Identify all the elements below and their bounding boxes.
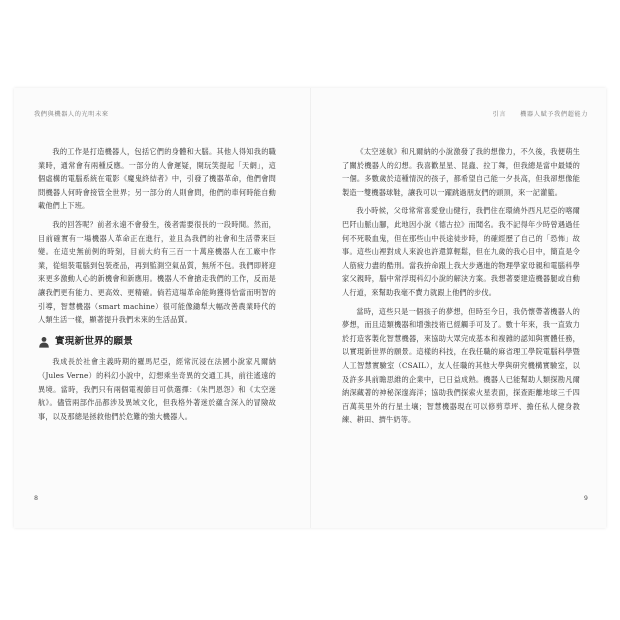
running-head-title: 機器人賦予我們超能力	[520, 111, 588, 118]
person-icon	[38, 336, 50, 348]
left-paragraph-2: 我的回答呢？前者永遠不會發生，後者需要很長的一段時間。然而，目前確實有一場機器人革命正在進行，並且為我們的社會和生活帶來巨變。在這史無前例的時刻，目前大約有三百一十萬座機器人在工廠中作業，從組裝電腦到包裝產品，再到監測空氣品質，無所不包。我們即將迎來更多激動人心的新機會和新應用。機器人不會搶走我們的工作，反而是讓我們更有能力、更高效、更精確。倘若這場革命能夠獲得恰當而明智的引導，智慧機器（smart machine）很可能像鋤犁大幅改善農業時代的人類生活一樣，顯著提升我們未來的生活品質。	[38, 219, 276, 325]
right-paragraph-3: 當時，這些只是一個孩子的夢想，但時至今日，我仍懷帶著機器人的夢想，而且這類機器和增強技術已經觸手可及了。數十年來，我一直致力於打造客製化智慧機器，來協助大眾完成基本和複雜的認知與實體任務，以實現新世界的願景。這樣的科技，在我任職的麻省理工學院電腦科學暨人工智慧實驗室（CSAIL），友人任職的其他大學與研究機構實驗室，以及許多具前瞻思維的企業中，已日益成熟。機器人已能幫助人類探勘凡爾納深藏著的神秘深邃海洋；協助我們探索火星表面，探查距離地球三千四百萬英里外的行星土壤；智慧機器現在可以修剪草坪、擔任私人健身教練、耕田、擠牛奶等。	[342, 306, 580, 425]
right-paragraph-1: 《太空迷航》和凡爾納的小說激發了我的想像力，不久後，我便萌生了關於機器人的幻想。我喜歡星星、昆蟲、拉丁舞，但我總是當中最矮的一個。多數歲於這種情況的孩子，都希望自己能一夕長高，但我卻想像能製造一雙機器球鞋，讓我可以一躍跳過朋友們的頭頂，來一記灌籃。	[342, 147, 580, 197]
right-body-text	[342, 145, 580, 432]
running-head-part: 引言	[492, 111, 507, 118]
left-body-text	[38, 145, 276, 428]
right-running-head	[493, 109, 588, 118]
right-page	[310, 88, 606, 528]
left-running-head: 我們與機器人的光明未來	[34, 111, 109, 118]
book-spread	[14, 88, 606, 528]
section-heading	[38, 335, 276, 349]
section-heading-label: 實現新世界的願景	[55, 335, 133, 347]
right-paragraph-2: 我小時候，父母常常喜愛登山健行，我們住在環繞外西凡尼亞的喀爾巴阡山脈山腳，此地因小說《德古拉》而聞名。我不記得年少時曾遇過任何不死吸血鬼，但在那些山中長途徒步時，的確經歷了自己的「恐怖」故事。這些山裡對成人來說也許還算輕鬆，但在九歲的我心目中，簡直是令人筋疲力盡的酷刑。當我拚命跟上我大步邁進的物理學家母親和電腦科學家父親時，腦中常浮現科幻小說的解決方案。我想著要建造機器腿或自動人行道，來幫助我毫不費力就跟上他們的步伐。	[342, 206, 580, 297]
left-paragraph-1: 我的工作是打造機器人，包括它們的身體和大腦。其他人得知我的職業時，通常會有兩種反應。一部分的人會遲疑，開玩笑提起「天網」，這個虛構的電腦系統在電影《魔鬼終結者》中，引發了機器革命，他們會問問機器人何時會接管全世界；另一部分的人則會問，他們的車何時能自動載他們上下班。	[38, 147, 276, 211]
left-page	[14, 88, 310, 528]
left-page-number: 8	[34, 494, 39, 502]
left-paragraph-3: 我成長於社會主義時期的羅馬尼亞，經常沉浸在法國小說家凡爾納（Jules Verne）的科幻小說中，幻想乘坐奇異的交通工具，前往遙遠的異境。當時，我們只有兩個電視節目可供選擇：《朱門恩怨》和《太空迷航》。儘管兩部作品都涉及異域文化，但我格外著迷於蘊含深入的冒險故事，以及那總是拯救他們於危難的強大機器人。	[38, 357, 276, 421]
right-page-number: 9	[583, 494, 588, 502]
